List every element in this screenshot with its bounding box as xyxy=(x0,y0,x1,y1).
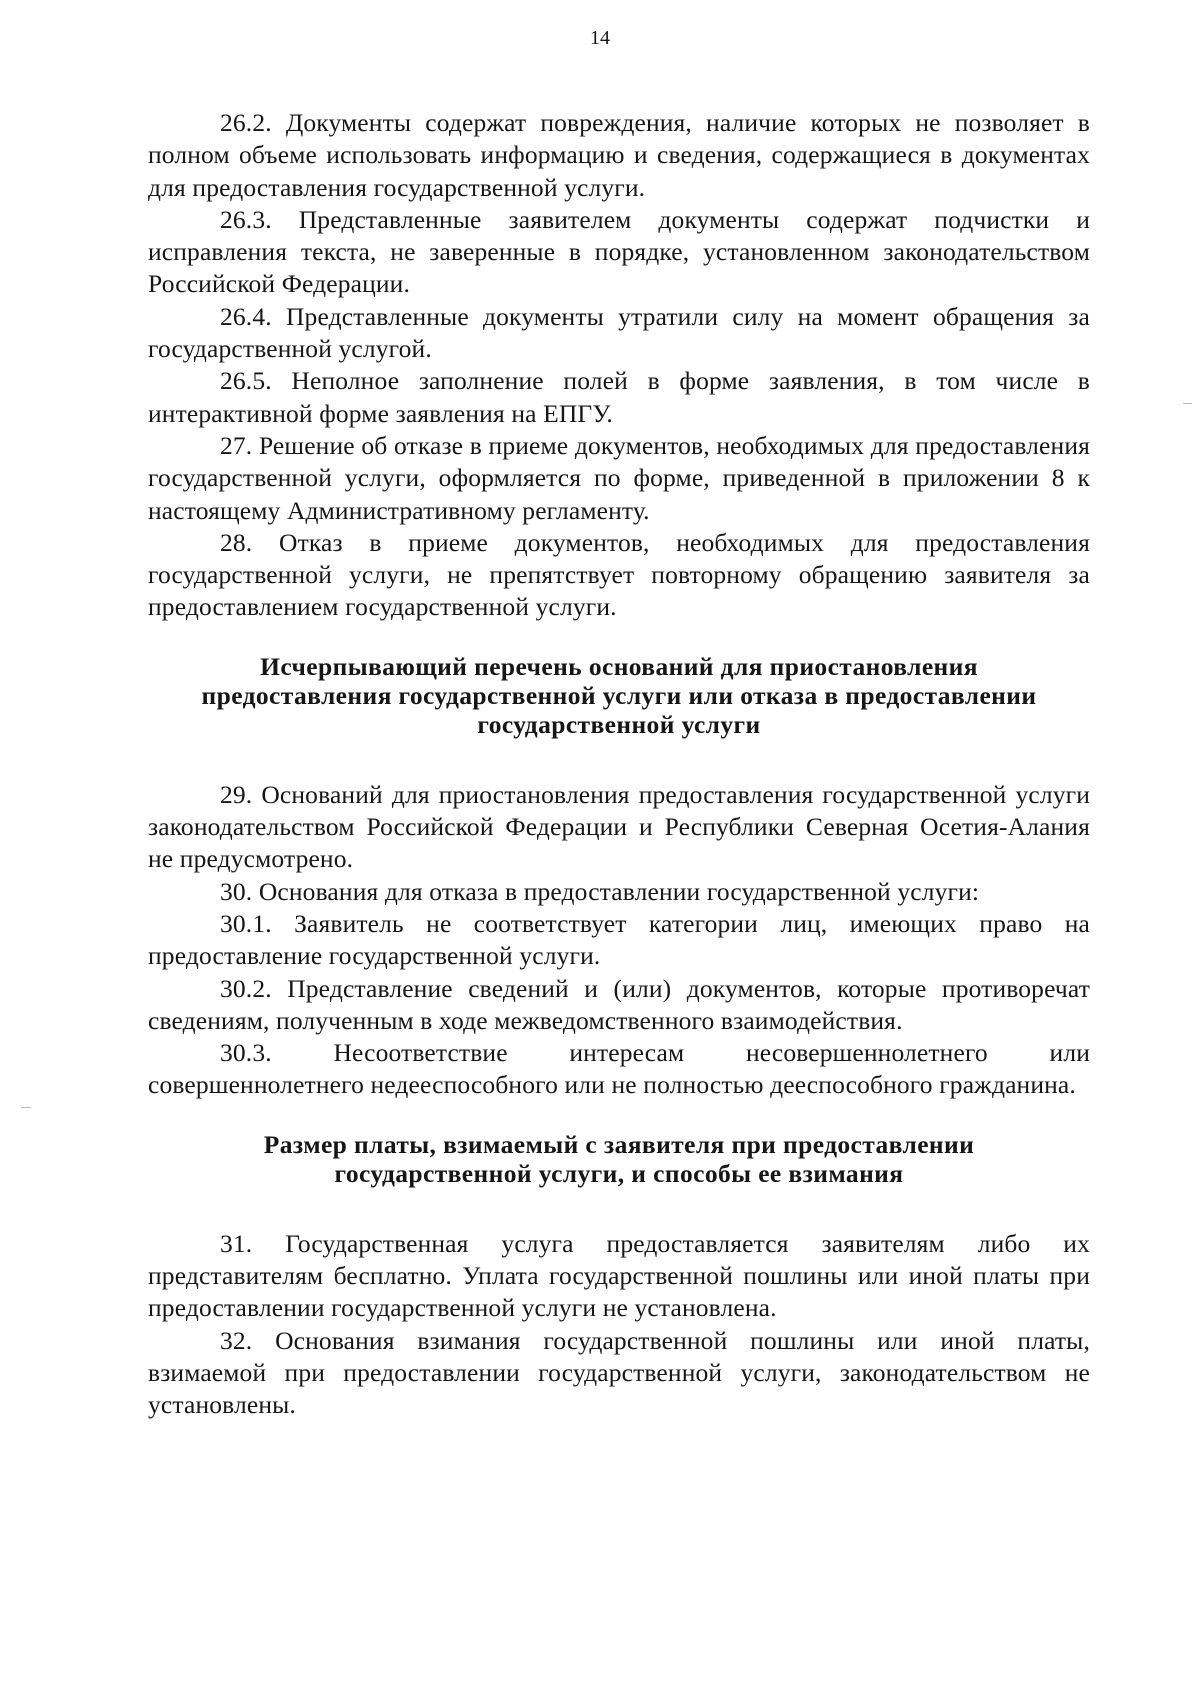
heading-line: государственной услуги xyxy=(477,709,761,739)
paragraph-30-2: 30.2. Представление сведений и (или) документов, которые противоречат сведениям, полученным в ходе межведомственного взаимодействия. xyxy=(148,973,1090,1035)
paragraph-31: 31. Государственная услуга предоставляется заявителям либо их представителям бесплатно. Уплата государственной пошлины или иной платы при предоставлении государственной услуги не установлена. xyxy=(148,1228,1090,1323)
paragraph-28: 28. Отказ в приеме документов, необходимых для предоставления государственной услуги, не препятствует повторному обращению заявителя за предоставлением государственной услуги. xyxy=(148,527,1090,622)
section-heading-grounds xyxy=(148,652,1090,739)
scan-edge-mark xyxy=(21,1107,31,1108)
page-number: 14 xyxy=(590,27,610,49)
spacer xyxy=(148,1102,1090,1130)
paragraph-26-5: 26.5. Неполное заполнение полей в форме заявления, в том числе в интерактивной форме заявления на ЕПГУ. xyxy=(148,366,1090,428)
scan-edge-mark xyxy=(1183,403,1192,404)
paragraph-29: 29. Оснований для приостановления предоставления государственной услуги законодательством Российской Федерации и Республики Северная Осетия-Алания не предусмотрено. xyxy=(148,779,1090,874)
spacer xyxy=(148,739,1090,779)
spacer xyxy=(148,624,1090,652)
heading-line: государственной услуги, и способы ее взимания xyxy=(334,1158,904,1188)
document-body xyxy=(148,107,1090,1422)
paragraph-26-3: 26.3. Представленные заявителем документы содержат подчистки и исправления текста, не заверенные в порядке, установленном законодательством Российской Федерации. xyxy=(148,204,1090,299)
paragraph-27: 27. Решение об отказе в приеме документов, необходимых для предоставления государственной услуги, оформляется по форме, приведенной в приложении 8 к настоящему Административному регламенту. xyxy=(148,430,1090,525)
heading-line: Исчерпывающий перечень оснований для приостановления xyxy=(260,651,978,681)
paragraph-26-4: 26.4. Представленные документы утратили силу на момент обращения за государственной услугой. xyxy=(148,301,1090,364)
section-heading-fee xyxy=(148,1130,1090,1188)
spacer xyxy=(148,1188,1090,1228)
paragraph-30: 30. Основания для отказа в предоставлении государственной услуги: xyxy=(220,876,980,906)
heading-line: Размер платы, взимаемый с заявителя при предоставлении xyxy=(263,1129,975,1159)
heading-line: предоставления государственной услуги или отказа в предоставлении xyxy=(201,680,1037,710)
paragraph-30-1: 30.1. Заявитель не соответствует категории лиц, имеющих право на предоставление государственной услуги. xyxy=(148,908,1090,971)
paragraph-30-3: 30.3. Несоответствие интересам несовершеннолетнего или совершеннолетнего недееспособного или не полностью дееспособного гражданина. xyxy=(148,1038,1090,1100)
paragraph-32: 32. Основания взимания государственной пошлины или иной платы, взимаемой при предоставлении государственной услуги, законодательством не установлены. xyxy=(148,1325,1090,1420)
paragraph-26-2: 26.2. Документы содержат повреждения, наличие которых не позволяет в полном объеме использовать информацию и сведения, содержащиеся в документах для предоставления государственной услуги. xyxy=(148,108,1090,202)
